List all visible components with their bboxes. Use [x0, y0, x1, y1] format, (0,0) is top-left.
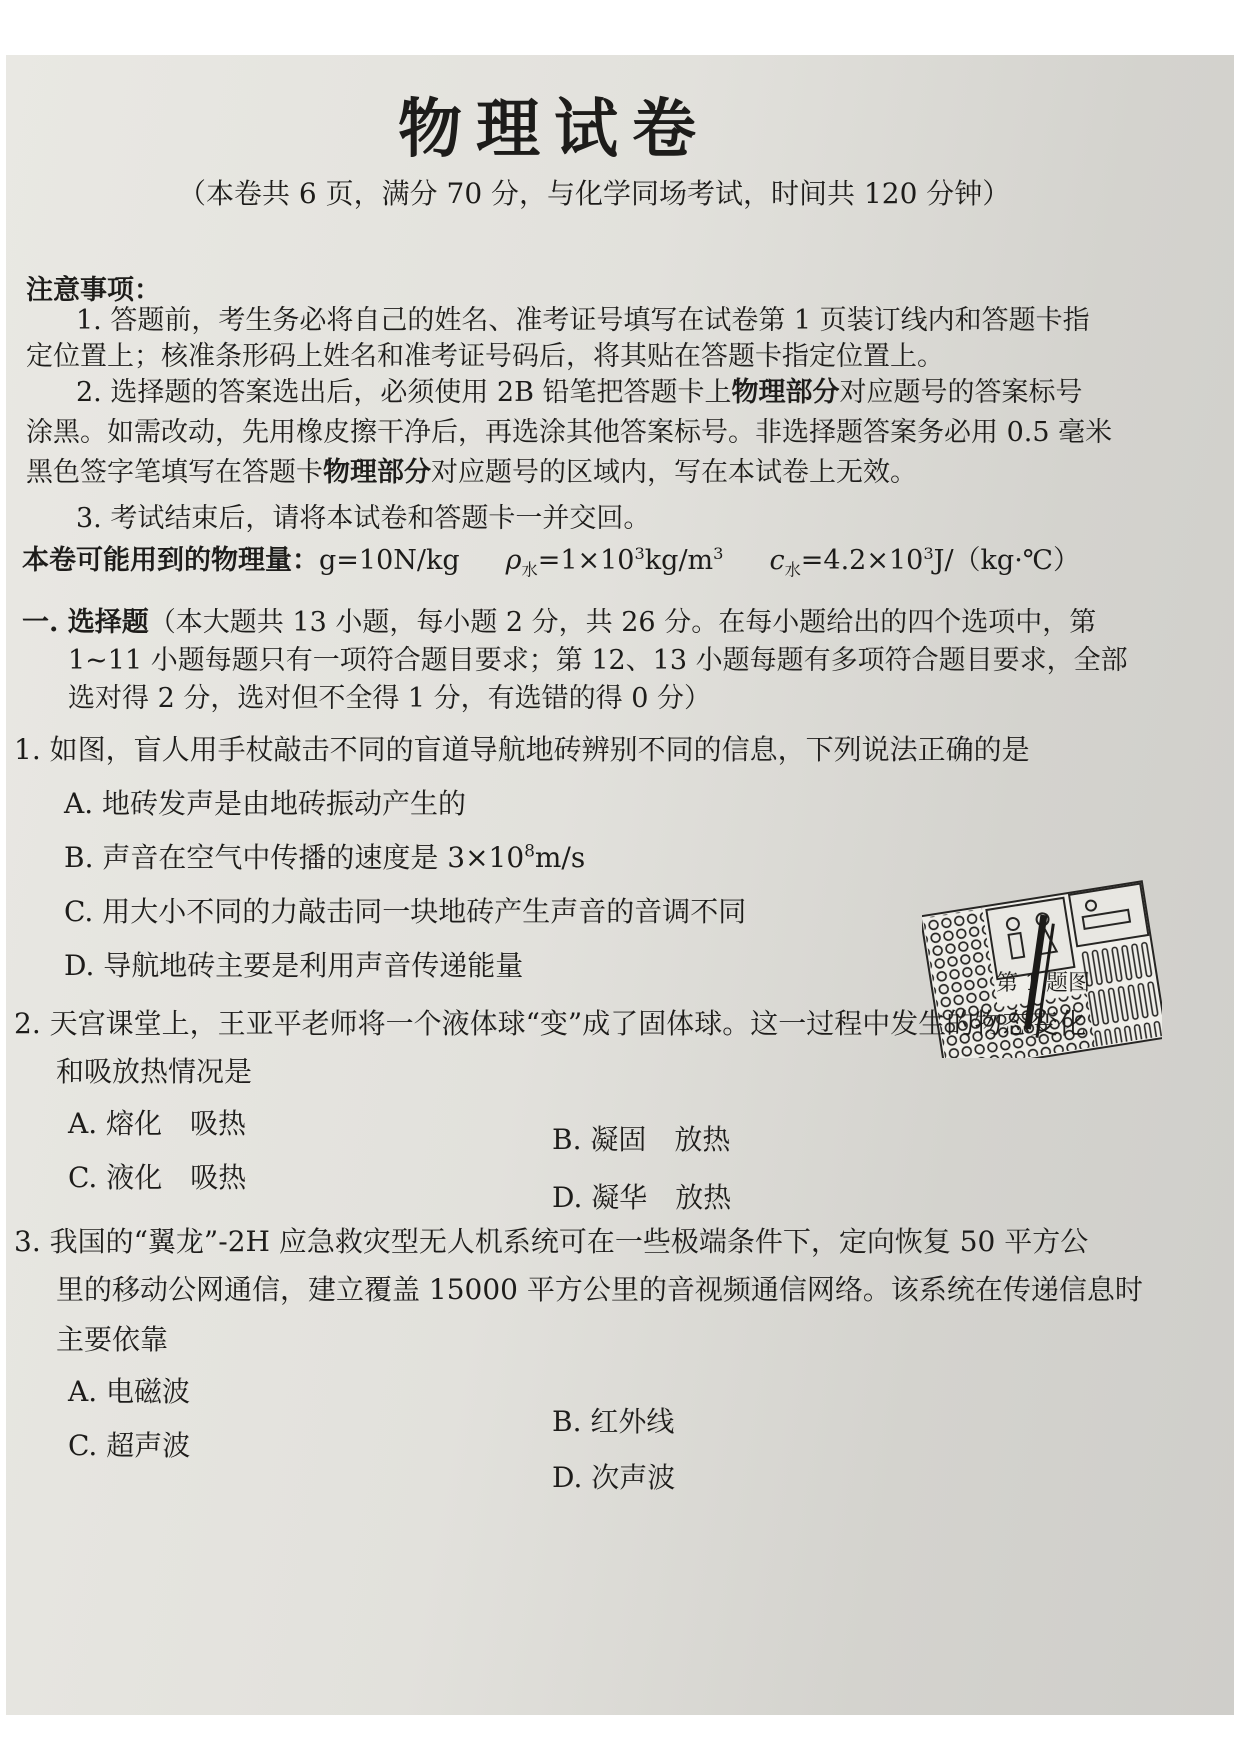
question-3-stem-line-3: 主要依靠 [56, 1323, 169, 1356]
notice-heading: 注意事项： [26, 275, 161, 306]
figure-1-caption: 第 1 题图 [996, 971, 1090, 996]
question-3-option-a: A. 电磁波 [68, 1375, 191, 1408]
physical-constants-line [22, 538, 1080, 580]
notice-item-2-line-1: 2. 选择题的答案选出后，必须使用 2B 铅笔把答题卡上物理部分对应题号的答案标号 [76, 377, 1083, 408]
constant-water-specific-heat: $c_水=4.2\times 10^3J/(kg\cdot℃)$ [769, 544, 1080, 580]
question-1-option-d: D. 导航地砖主要是利用声音传递能量 [64, 949, 524, 982]
notice-item-2-line-3: 黑色签字笔填写在答题卡物理部分对应题号的区域内，写在本试卷上无效。 [26, 457, 917, 488]
notice-item-1-line-2: 定位置上；核准条形码上姓名和准考证号码后，将其贴在答题卡指定位置上。 [26, 341, 944, 372]
bed-sign [1069, 884, 1148, 947]
page-title: 物理试卷 [398, 92, 710, 167]
question-3-option-b: B. 红外线 [552, 1405, 675, 1438]
question-1-option-a: A. 地砖发声是由地砖振动产生的 [64, 787, 467, 820]
section-1-intro-line-2: 1~11 小题每题只有一项符合题目要求；第 12、13 小题每题有多项符合题目要求，全部 [68, 645, 1128, 676]
notice-item-3: 3. 考试结束后，请将本试卷和答题卡一并交回。 [76, 503, 651, 534]
question-3-stem-line-2: 里的移动公网通信，建立覆盖 15000 平方公里的音视频通信网络。该系统在传递信息时 [56, 1273, 1143, 1306]
exam-subtitle: （本卷共 6 页，满分 70 分，与化学同场考试，时间共 120 分钟） [178, 177, 1011, 210]
section-1-intro-line-1: 一. 选择题（本大题共 13 小题，每小题 2 分，共 26 分。在每小题给出的四个选项中，第 [22, 607, 1097, 638]
section-1-heading: 一. 选择题 [22, 607, 149, 638]
constant-g: g=10N/kg [319, 545, 460, 576]
question-1-option-b: B. 声音在空气中传播的速度是 $3\times 10^8m/s$ [64, 840, 586, 874]
notice-item-2-line-2: 涂黑。如需改动，先用橡皮擦干净后，再选涂其他答案标号。非选择题答案务必用 0.5 毫米 [26, 417, 1113, 448]
question-2-stem-line-1: 2. 天宫课堂上，王亚平老师将一个液体球“变”成了固体球。这一过程中发生的物态变化 [14, 1007, 1087, 1040]
question-2-option-d: D. 凝华 放热 [552, 1181, 732, 1214]
question-3-option-d: D. 次声波 [552, 1461, 676, 1494]
constants-label: 本卷可能用到的物理量： [22, 545, 319, 576]
question-2-option-c: C. 液化 吸热 [68, 1161, 247, 1194]
question-2-option-a: A. 熔化 吸热 [68, 1107, 247, 1140]
notice-item-1-line-1: 1. 答题前，考生务必将自己的姓名、准考证号填写在试卷第 1 页装订线内和答题卡指 [76, 305, 1090, 336]
constant-water-density: $\rho_水=1\times 10^3kg/m^3$ [505, 544, 724, 580]
question-1-option-c: C. 用大小不同的力敲击同一块地砖产生声音的音调不同 [64, 895, 747, 928]
question-3-stem-line-1: 3. 我国的“翼龙”-2H 应急救灾型无人机系统可在一些极端条件下，定向恢复 50 平方公 [14, 1225, 1089, 1258]
question-2-option-b: B. 凝固 放热 [552, 1123, 731, 1156]
section-1-intro-line-3: 选对得 2 分，选对但不全得 1 分，有选错的得 0 分） [68, 683, 712, 714]
question-1-stem: 1. 如图，盲人用手杖敲击不同的盲道导航地砖辨别不同的信息，下列说法正确的是 [14, 733, 1030, 766]
question-3-option-c: C. 超声波 [68, 1429, 191, 1462]
question-2-stem-line-2: 和吸放热情况是 [56, 1055, 253, 1088]
